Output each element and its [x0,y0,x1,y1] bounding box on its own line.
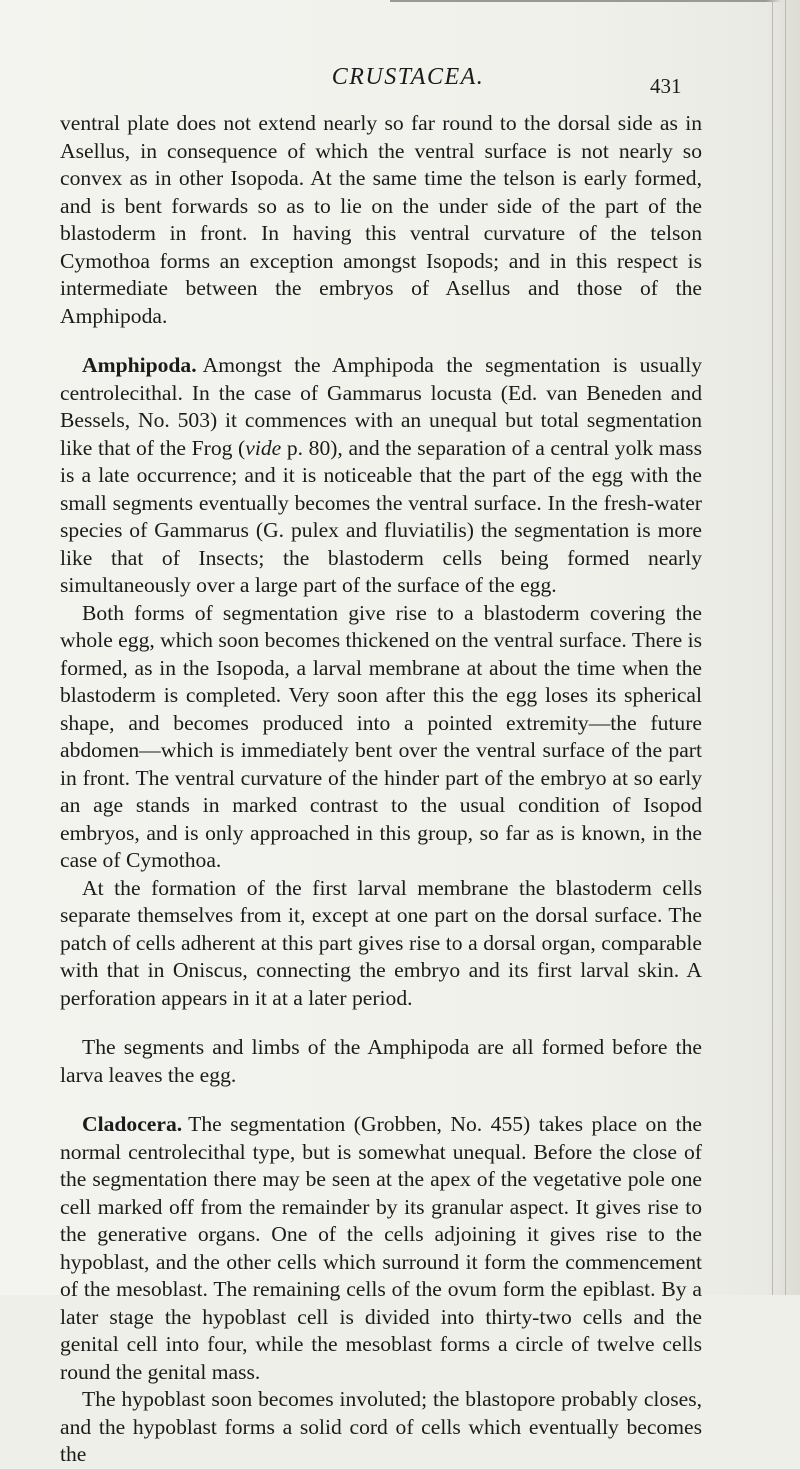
paragraph: The segments and limbs of the Amphipoda are all formed before the larva leaves the egg. [60,1035,702,1087]
paragraph: ventral plate does not extend nearly so far round to the dorsal side as in Asellus, in consequence of which the ventral surface is not nearly so convex as in other Isopoda. At the same time the telson is early formed, and is bent forwards so as to lie on the under side of the part of the blastoderm in front. In having this ventral curvature of the telson Cymothoa forms an exception amongst Isopods; and in this respect is intermediate between the embryos of Asellus and those of the Amphipoda. [60,111,702,328]
page-edge-line [772,0,773,1295]
page-edge-line [785,0,786,1295]
paragraph: Both forms of segmentation give rise to a blastoderm covering the whole egg, which soon becomes thickened on the ventral surface. There is formed, as in the Isopoda, a larval membrane at about the time when the blastoderm is completed. Very soon after this the egg loses its spherical shape, and becomes produced into a pointed extremity—the future abdomen—which is immediately bent over the ventral surface of the part in front. The ventral curvature of the hinder part of the embryo at so early an age stands in marked contrast to the usual condition of Isopod embryos, and is only approached in this group, so far as is known, in the case of Cymothoa. [60,600,702,872]
paragraph: The hypoblast soon becomes involuted; the blastopore probably closes, and the hypoblast forms a solid cord of cells which eventually becomes the [60,1387,702,1466]
paragraph-text: Amongst the Amphipoda the segmentation is usually centrolecithal. In the case of Gammarus locusta (Ed. van Beneden and Bessels, No. 503) it commences with an unequal but total segmentation like that of the Frog ( [60,353,702,460]
top-edge-rule [390,0,800,2]
body-text [60,110,702,1469]
page-header [0,64,800,104]
page-number: 431 [650,74,682,98]
section-heading: Amphipoda. [82,353,197,377]
paragraph-amphipoda [60,352,702,600]
italic-term: vide [245,435,282,460]
paragraph-text: p. 80), and the separation of a central yolk mass is a late occurrence; and it is noticeable that the part of the egg with the small segments eventually becomes the ventral surface. In the fresh-water species of Gammarus (G. pulex and fluviatilis) the segmentation is more like that of Insects; the blastoderm cells being formed nearly simultaneously over a large part of the surface of the egg. [60,435,702,597]
paragraph-text: The segmentation (Grobben, No. 455) takes place on the normal centrolecithal type, but is somewhat unequal. Before the close of the segmentation there may be seen at the apex of the vegetative pole one cell marked off from the remainder by its granular aspect. It gives rise to the generative organs. One of the cells adjoining it gives rise to the hypoblast, and the other cells which surround it form the commencement of the mesoblast. The remaining cells of the ovum form the epiblast. By a later stage the hypoblast cell is divided into thirty-two cells and the genital cell into four, while the mesoblast forms a circle of twelve cells round the genital mass. [60,1112,702,1384]
section-heading: Cladocera. [82,1112,183,1136]
paragraph: At the formation of the first larval membrane the blastoderm cells separate themselves from it, except at one part on the dorsal surface. The patch of cells adherent at this part gives rise to a dorsal organ, comparable with that in Oniscus, connecting the embryo and its first larval skin. A perforation appears in it at a later period. [60,875,702,1010]
paragraph-cladocera [60,1111,702,1386]
running-title: CRUSTACEA. [331,64,485,90]
